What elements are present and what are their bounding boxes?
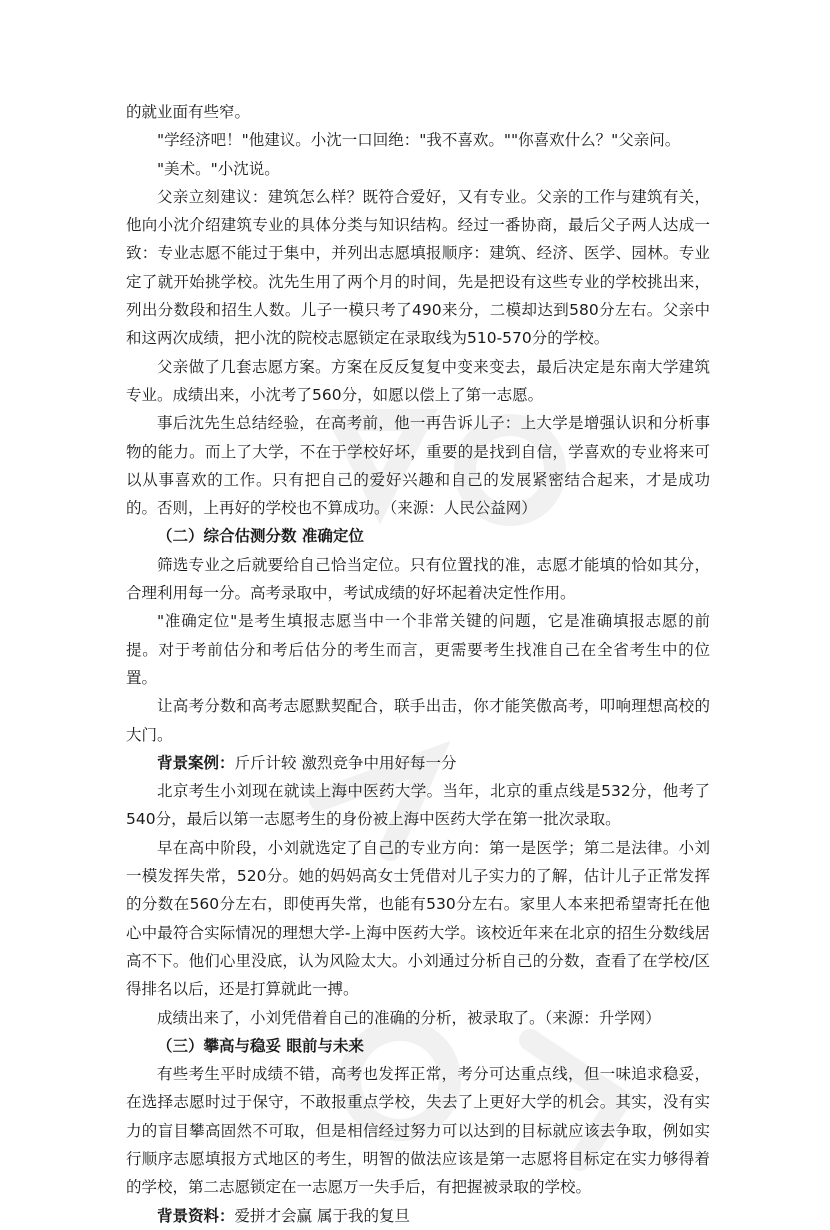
paragraph: "学经济吧！"他建议。小沈一口回绝："我不喜欢。""你喜欢什么？"父亲问。: [157, 131, 681, 150]
document-body: [126, 98, 710, 1230]
section-heading: （二）综合估测分数 准确定位: [157, 527, 364, 546]
paragraph: 成绩出来了，小刘凭借着自己的准确的分析，被录取了。（来源：升学网）: [157, 1008, 661, 1027]
paragraph: "准确定位"是考生填报志愿当中一个非常关键的问题，它是准确填报志愿的前提。对于考前估分和考后估分的考生而言，更需要考生找准自己在全省考生中的位置。: [126, 612, 710, 687]
paragraph: 有些考生平时成绩不错，高考也发挥正常，考分可达重点线，但一味追求稳妥，在选择志愿时过于保守，不敢报重点学校，失去了上更好大学的机会。其实，没有实力的盲目攀高固然不可取，但是相信经过努力可以达到的目标就应该去争取，例如实行顺序志愿填报方式地区的考生，明智的做法应该是第一志愿将目标定在实力够得着的学校，第二志愿锁定在一志愿万一失手后，有把握被录取的学校。: [126, 1065, 710, 1197]
case-label: 背景案例：: [157, 753, 235, 772]
paragraph: 父亲做了几套志愿方案。方案在反反复复中变来变去，最后决定是东南大学建筑专业。成绩出来，小沈考了560分，如愿以偿上了第一志愿。: [126, 357, 710, 404]
material-title: 爱拼才会赢 属于我的复旦: [234, 1206, 410, 1225]
case-title: 斤斤计较 激烈竞争中用好每一分: [234, 753, 457, 772]
paragraph: 让高考分数和高考志愿默契配合，联手出击，你才能笑傲高考，叩响理想高校的大门。: [126, 697, 710, 744]
paragraph: 北京考生小刘现在就读上海中医药大学。当年，北京的重点线是532分，他考了540分，最后以第一志愿考生的身份被上海中医药大学在第一批次录取。: [126, 782, 710, 829]
paragraph: 早在高中阶段，小刘就选定了自己的专业方向：第一是医学；第二是法律。小刘一模发挥失常，520分。她的妈妈高女士凭借对儿子实力的了解，估计儿子正常发挥的分数在560分左右，即使再失常，也能有530分左右。家里人本来把希望寄托在他心中最符合实际情况的理想大学-上海中医药大学。该校近年来在北京的招生分数线居高不下。他们心里没底，认为风险太大。小刘通过分析自己的分数，查看了在学校/区得排名以后，还是打算就此一搏。: [126, 838, 710, 999]
paragraph: 筛选专业之后就要给自己恰当定位。只有位置找的准，志愿才能填的恰如其分，合理利用每一分。高考录取中，考试成绩的好坏起着决定性作用。: [126, 555, 710, 603]
paragraph: 的就业面有些窄。: [126, 103, 251, 121]
material-line: [126, 1202, 710, 1230]
section-heading: （三）攀高与稳妥 眼前与未来: [157, 1036, 364, 1055]
paragraph: 父亲立刻建议：建筑怎么样？既符合爱好，又有专业。父亲的工作与建筑有关，他向小沈介绍建筑专业的具体分类与知识结构。经过一番协商，最后父子两人达成一致：专业志愿不能过于集中，并列出志愿填报顺序：建筑、经济、医学、园林。专业定了就开始挑学校。沈先生用了两个月的时间，先是把设有这些专业的学校挑出来，列出分数段和招生人数。儿子一模只考了490来分，二模却达到580分左右。父亲中和这两次成绩，把小沈的院校志愿锁定在录取线为510-570分的学校。: [126, 187, 710, 348]
paragraph: 事后沈先生总结经验，在高考前，他一再告诉儿子：上大学是增强认识和分析事物的能力。而上了大学，不在于学校好坏，重要的是找到自信，学喜欢的专业将来可以从事喜欢的工作。只有把自己的爱好兴趣和自己的发展紧密结合起来，才是成功的。否则，上再好的学校也不算成功。（来源：人民公益网）: [126, 414, 710, 518]
material-label: 背景资料：: [157, 1206, 235, 1225]
case-line: [126, 749, 710, 777]
paragraph: "美术。"小沈说。: [157, 159, 280, 178]
